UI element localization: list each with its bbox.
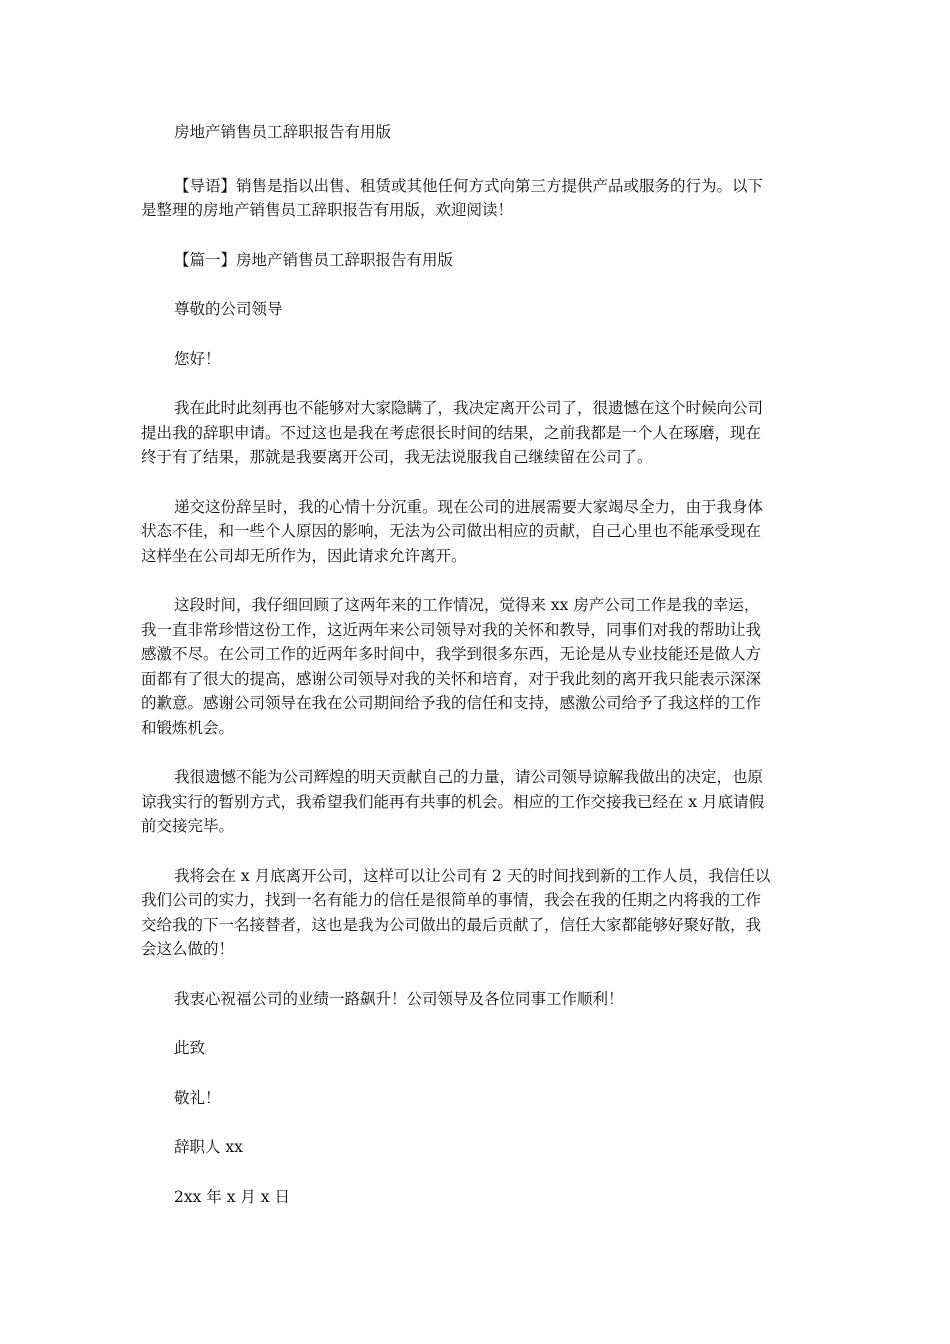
document-page xyxy=(141,120,811,1209)
paragraph-line: 我衷心祝福公司的业绩一路飙升！公司领导及各位同事工作顺利！ xyxy=(174,989,624,1008)
paragraph-line: 提出我的辞职申请。不过这也是我在考虑很长时间的结果，之前我都是一个人在琢磨，现在 xyxy=(141,423,762,442)
paragraph-line: 面都有了很大的提高，感谢公司领导对我的关怀和培育，对于我此刻的离开我只能表示深深 xyxy=(141,669,762,688)
paragraph-line: 我们公司的实力，找到一名有能力的信任是很简单的事情，我会在我的任期之内将我的工作 xyxy=(141,891,762,909)
paragraph-line: 的歉意。感谢公司领导在我在公司期间给予我的信任和支持，感激公司给予了我这样的工作 xyxy=(141,694,762,712)
document-title: 房地产销售员工辞职报告有用版 xyxy=(174,123,392,141)
closing-phrase: 此致 xyxy=(174,1039,206,1057)
paragraph-line: 我在此时此刻再也不能够对大家隐瞒了，我决定离开公司了，很遗憾在这个时候向公司 xyxy=(174,399,764,417)
body-paragraph-4 xyxy=(141,765,811,839)
paragraph-line: 和锻炼机会。 xyxy=(141,718,235,737)
paragraph-line: 这样坐在公司却无所作为，因此请求允许离开。 xyxy=(141,546,467,565)
paragraph-line: 我很遗憾不能为公司辉煌的明天贡献自己的力量，请公司领导谅解我做出的决定，也原 xyxy=(174,768,764,786)
intro-line: 【导语】销售是指以出售、租赁或其他任何方式向第三方提供产品或服务的行为。以下 xyxy=(174,176,764,195)
body-paragraph-2 xyxy=(141,495,811,569)
paragraph-line: 感激不尽。在公司工作的近两年多时间中，我学到很多东西，无论是从专业技能还是做人方 xyxy=(141,645,762,663)
paragraph-line: 谅我实行的暂别方式，我希望我们能再有共事的机会。相应的工作交接我已经在 x 月底请假 xyxy=(141,792,765,811)
regards-phrase: 敬礼！ xyxy=(174,1088,221,1107)
paragraph-line: 交给我的下一名接替者，这也是我为公司做出的最后贡献了，信任大家都能够好聚好散，我 xyxy=(141,915,762,934)
signature: 辞职人 xx xyxy=(174,1138,243,1156)
body-paragraph-5 xyxy=(141,864,811,962)
chapter-heading: 【篇一】房地产销售员工辞职报告有用版 xyxy=(174,250,454,269)
paragraph-line: 会这么做的！ xyxy=(141,940,235,958)
intro-paragraph xyxy=(141,174,811,223)
paragraph-line: 我将会在 x 月底离开公司，这样可以让公司有 2 天的时间找到新的工作人员，我信任以 xyxy=(174,866,771,885)
paragraph-line: 递交这份辞呈时，我的心情十分沉重。现在公司的进展需要大家竭尽全力，由于我身体 xyxy=(174,497,764,516)
paragraph-line: 状态不佳，和一些个人原因的影响，无法为公司做出相应的贡献，自己心里也不能承受现在 xyxy=(141,522,762,540)
paragraph-line: 我一直非常珍惜这份工作，这近两年来公司领导对我的关怀和教导，同事们对我的帮助让我 xyxy=(141,620,762,639)
body-paragraph-6 xyxy=(141,987,811,1012)
salutation: 尊敬的公司领导 xyxy=(174,300,283,318)
paragraph-line: 终于有了结果，那就是我要离开公司，我无法说服我自己继续留在公司了。 xyxy=(141,448,653,466)
body-paragraph-1 xyxy=(141,396,811,470)
date: 2xx 年 x 月 x 日 xyxy=(174,1187,290,1206)
body-paragraph-3 xyxy=(141,593,811,740)
paragraph-line: 前交接完毕。 xyxy=(141,817,235,835)
intro-line: 是整理的房地产销售员工辞职报告有用版，欢迎阅读！ xyxy=(141,201,514,219)
greeting: 您好！ xyxy=(174,349,221,368)
paragraph-line: 这段时间，我仔细回顾了这两年来的工作情况，觉得来 xx 房产公司工作是我的幸运， xyxy=(174,596,760,614)
